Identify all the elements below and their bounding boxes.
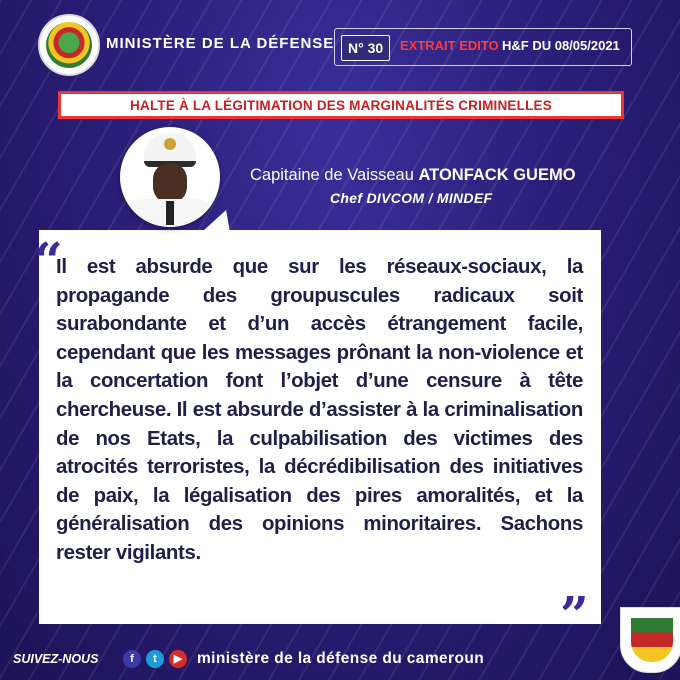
quote-text: Il est absurde que sur les réseaux-sociaux, la propagande des groupuscules radicaux soit surabondante et d’un accès étrangement facile, cependant que les messages prônant la non-violence et la concertation font l’objet d’une censure à tête chercheuse. Il est absurde d’assister à la criminalisation de nos Etats, la culpabilisation des victimes des atrocités terroristes, la décrédibilisation des initiatives de paix, la légalisation des pires amoralités, et la généralisation des opinions minoritaires. Sachons rester vigilants. [56, 256, 583, 564]
issue-date: H&F DU 08/05/2021 [502, 38, 620, 53]
issue-banner [334, 28, 632, 66]
close-quote-icon: ” [560, 585, 589, 644]
ministry-logo [38, 14, 100, 76]
extract-label: EXTRAIT EDITO [400, 38, 499, 53]
author-name: Capitaine de Vaisseau ATONFACK GUEMO [250, 166, 576, 184]
divcom-logo [620, 607, 680, 673]
footer-site-name: ministère de la défense du cameroun [197, 650, 485, 667]
issue-number: N° 30 [341, 35, 390, 61]
ministry-name: MINISTÈRE DE LA DÉFENSE [106, 35, 335, 52]
open-quote-icon: “ [34, 231, 63, 290]
headline-text: HALTE À LA LÉGITIMATION DES MARGINALITÉS CRIMINELLES [130, 97, 552, 113]
follow-label: SUIVEZ-NOUS [13, 652, 99, 666]
author-photo [120, 127, 220, 227]
youtube-icon[interactable]: ▶ [169, 650, 187, 668]
headline-banner [58, 91, 624, 119]
twitter-icon[interactable]: t [146, 650, 164, 668]
author-title: Chef DIVCOM / MINDEF [330, 190, 493, 206]
facebook-icon[interactable]: f [123, 650, 141, 668]
